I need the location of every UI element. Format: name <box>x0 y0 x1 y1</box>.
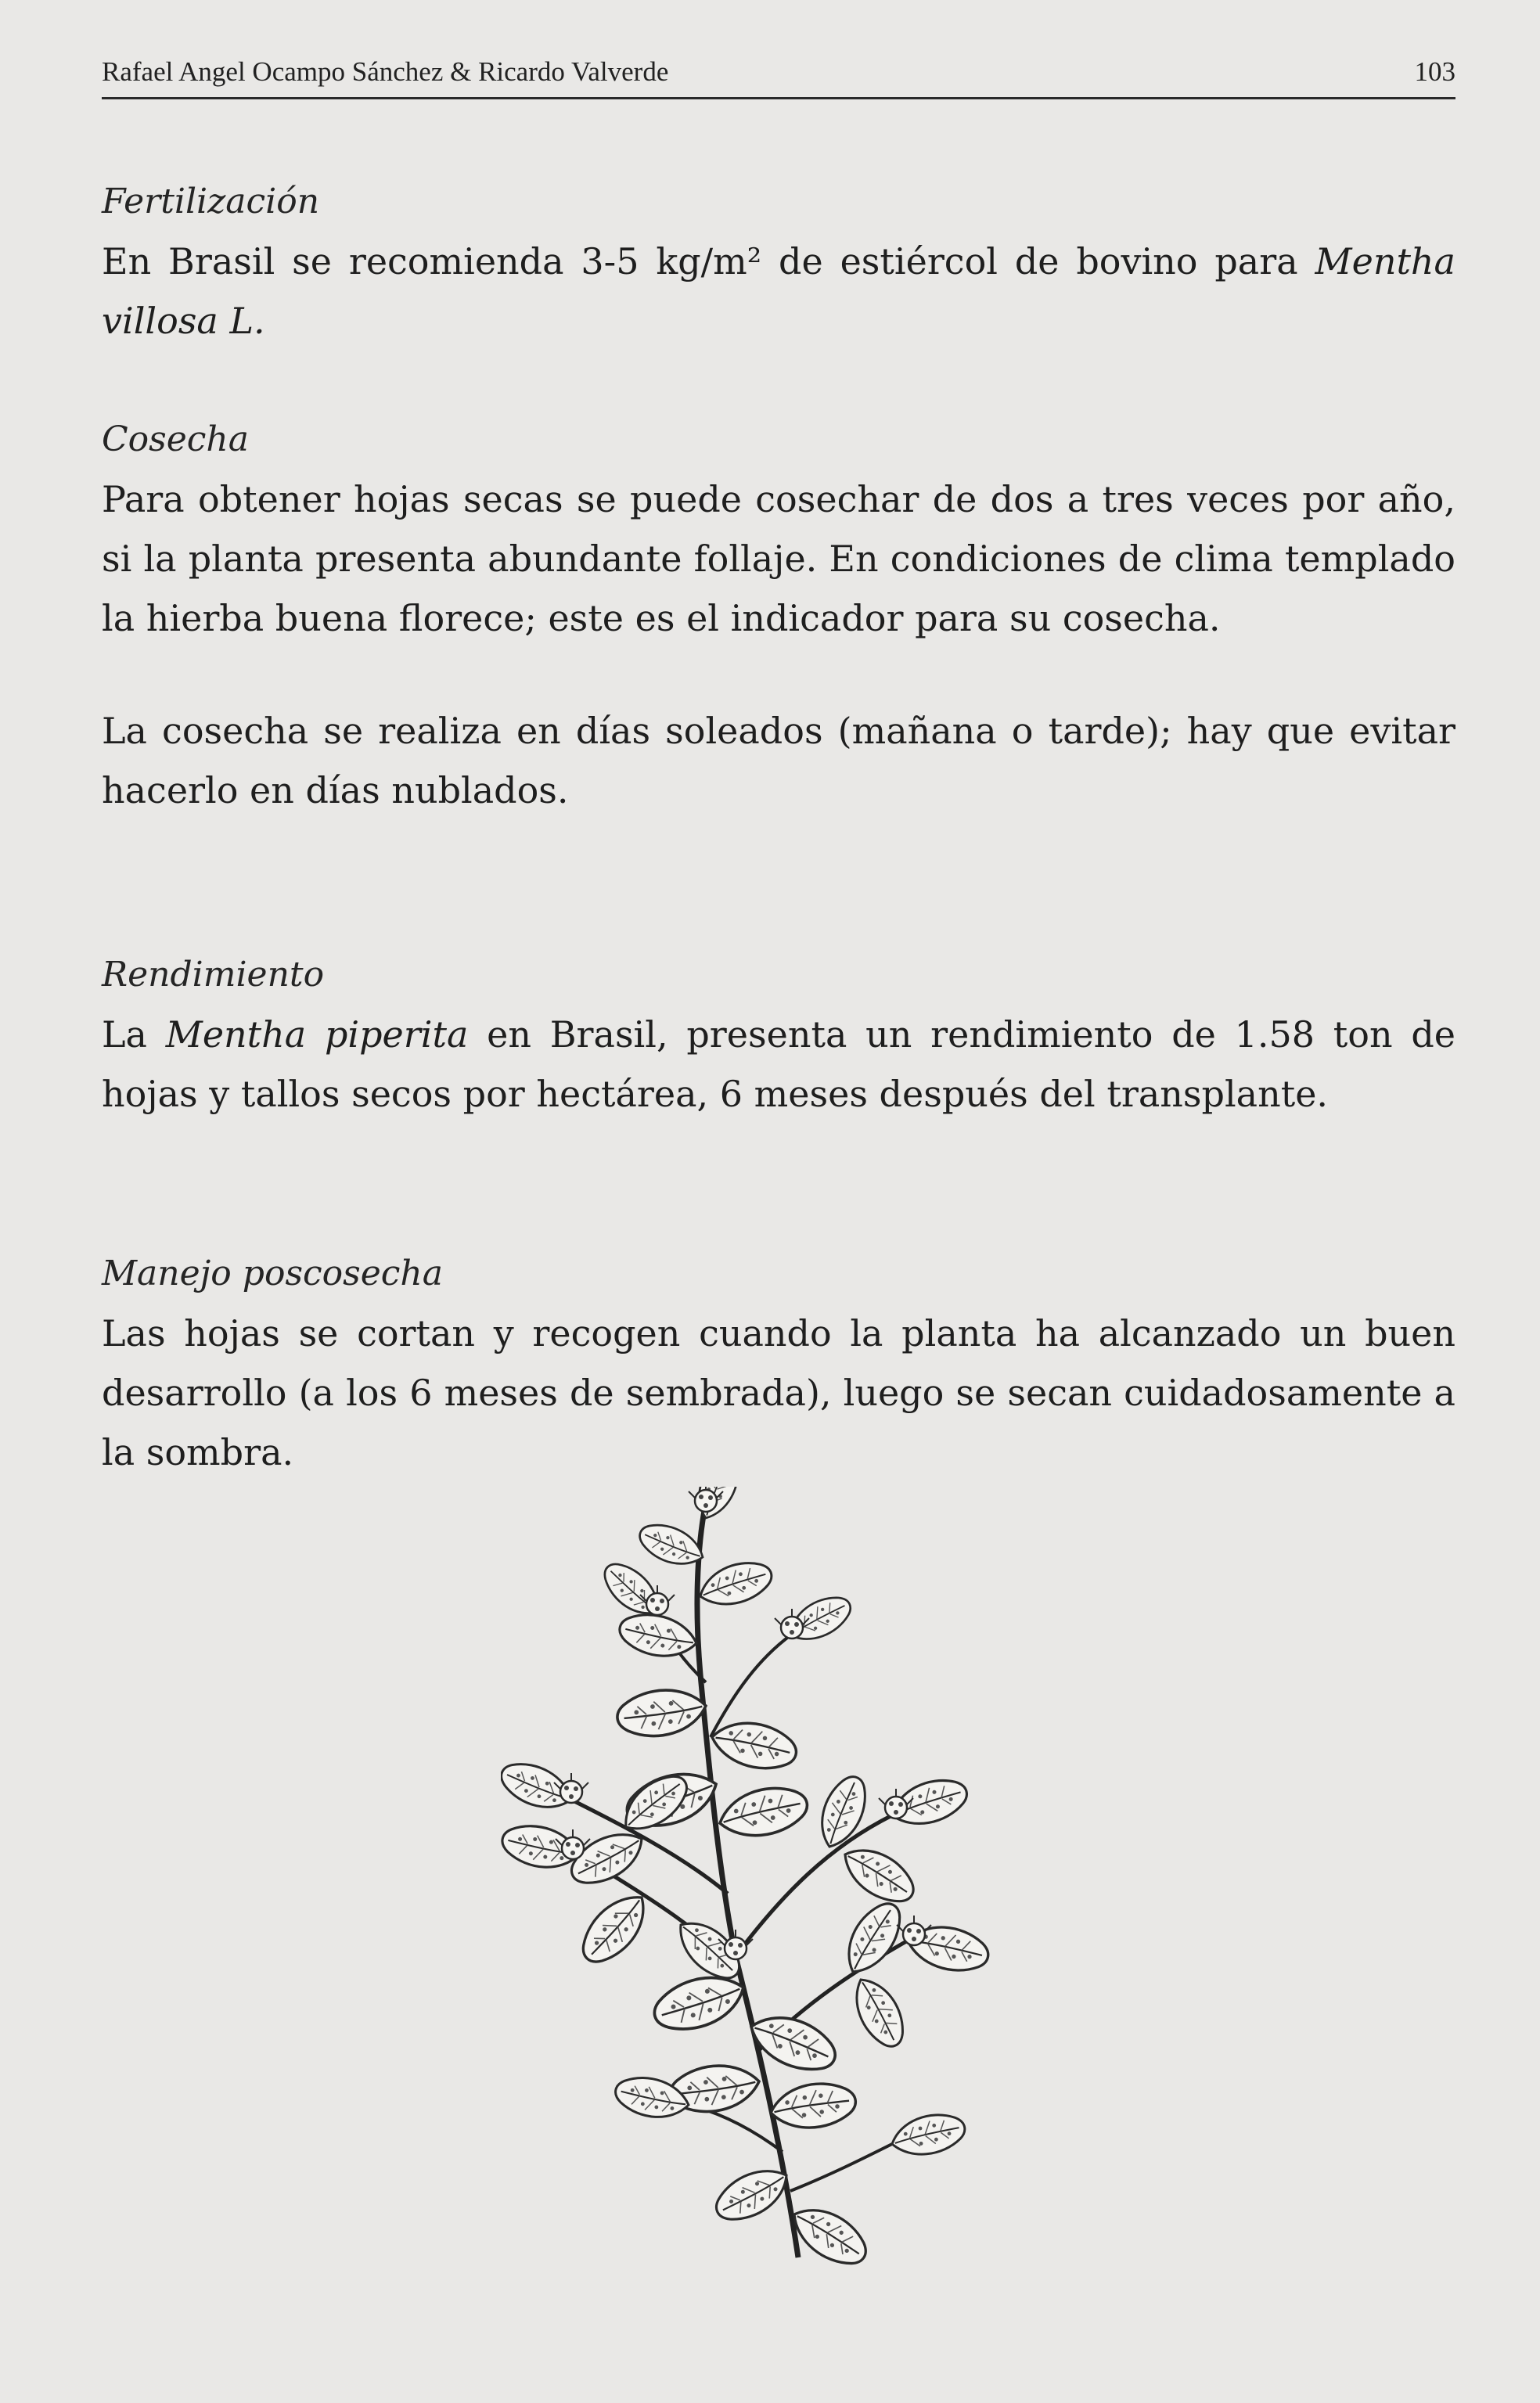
paragraph-cosecha-2: La cosecha se realiza en días soleados (mañana o tarde); hay que evitar hacerlo en días nublados. <box>102 710 1455 811</box>
section-rendimiento <box>102 945 1455 1124</box>
mint-plant-illustration-icon <box>501 1487 1017 2269</box>
paragraph-text: La <box>102 1013 166 1056</box>
page-number: 103 <box>1414 56 1455 87</box>
section-title-manejo-poscosecha: Manejo poscosecha <box>102 1254 443 1293</box>
paragraph-rendimiento <box>102 1005 1455 1124</box>
species-name: Mentha piperita <box>165 1013 469 1056</box>
paragraph-text: En Brasil se recomienda 3-5 kg/m² de estiércol de bovino para <box>102 240 1315 282</box>
paragraph-manejo-poscosecha: Las hojas se cortan y recogen cuando la planta ha alcanzado un buen desarrollo (a los 6 meses de sembrada), luego se secan cuidadosamente a la sombra. <box>102 1312 1455 1473</box>
section-title-cosecha: Cosecha <box>102 419 249 459</box>
running-header <box>102 56 1455 99</box>
section-fertilizacion <box>102 172 1455 351</box>
species-name: Mentha villosa L. <box>102 240 1455 342</box>
section-manejo-poscosecha <box>102 1244 1455 1482</box>
section-title-fertilizacion: Fertilización <box>102 182 320 221</box>
paragraph-cosecha-1: Para obtener hojas secas se puede cosechar de dos a tres veces por año, si la planta presenta abundante follaje. En condiciones de clima templado la hierba buena florece; este es el indicador para su cosecha. <box>102 478 1455 639</box>
paragraph-text: en Brasil, presenta un rendimiento de 1.58 ton de hojas y tallos secos por hectárea, 6 meses después del transplante. <box>102 1013 1456 1115</box>
section-cosecha <box>102 410 1455 820</box>
section-title-rendimiento: Rendimiento <box>102 955 325 995</box>
header-authors: Rafael Angel Ocampo Sánchez & Ricardo Valverde <box>102 56 669 87</box>
paragraph-fertilizacion <box>102 232 1455 351</box>
